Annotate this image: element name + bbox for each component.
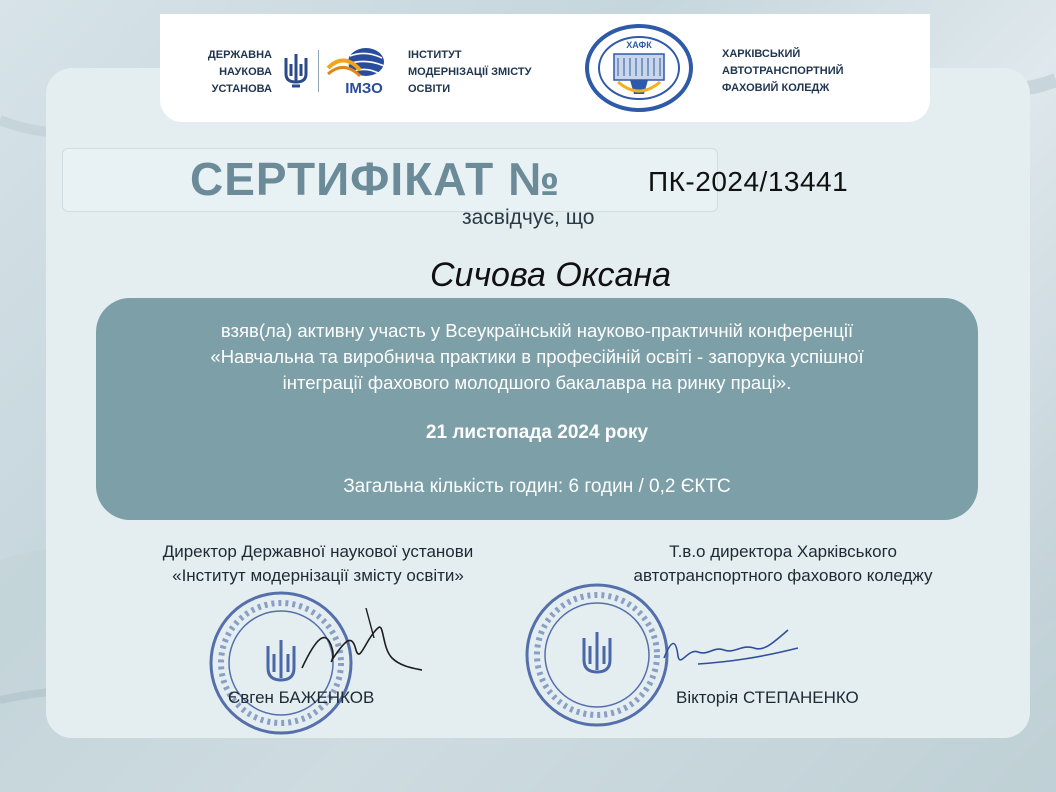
trident-icon (282, 52, 310, 90)
institute-name-label: ІНСТИТУТ МОДЕРНІЗАЦІЇ ЗМІСТУ ОСВІТИ (408, 49, 532, 95)
left-signer-title: Директор Державної наукової установи «Інститут модернізації змісту освіти» (162, 542, 474, 585)
imzo-logo-icon (326, 46, 402, 96)
signature-left-icon (296, 598, 426, 688)
right-signer-title: Т.в.о директора Харківського автотранспортного фахового коледжу (633, 542, 933, 585)
participation-text (120, 318, 954, 396)
header-divider (318, 50, 319, 92)
participation-line: інтеграції фахового молодшого бакалавра на ринку праці». (282, 372, 792, 393)
total-hours: Загальна кількість годин: 6 годин / 0,2 ЄКТС (343, 476, 731, 497)
college-name-label: ХАРКІВСЬКИЙ АВТОТРАНСПОРТНИЙ ФАХОВИЙ КОЛЕДЖ (722, 48, 844, 94)
certifies-text: засвідчує, що (462, 206, 595, 229)
hafk-emblem-icon (584, 24, 694, 112)
participation-line: взяв(ла) активну участь у Всеукраїнській науково-практичній конференції (220, 320, 854, 341)
state-institution-label: ДЕРЖАВНА НАУКОВА УСТАНОВА (207, 49, 272, 95)
participation-line: «Навчальна та виробнича практики в професійній освіті - запорука успішної (210, 346, 864, 367)
certificate-number: ПК-2024/13441 (648, 166, 849, 197)
event-date: 21 листопада 2024 року (425, 422, 649, 443)
recipient-name: Сичова Оксана (430, 256, 671, 294)
certificate-title: СЕРТИФІКАТ № (190, 153, 561, 205)
stamp-right-icon (522, 580, 672, 730)
signature-right-icon (658, 618, 808, 678)
right-signer-name: Вікторія СТЕПАНЕНКО (676, 688, 859, 707)
hafk-emblem-label: ХАФК (626, 40, 652, 50)
imzo-logo-label: ІМЗО (345, 80, 383, 96)
left-signer-name: Євген БАЖЕНКОВ (228, 688, 375, 707)
